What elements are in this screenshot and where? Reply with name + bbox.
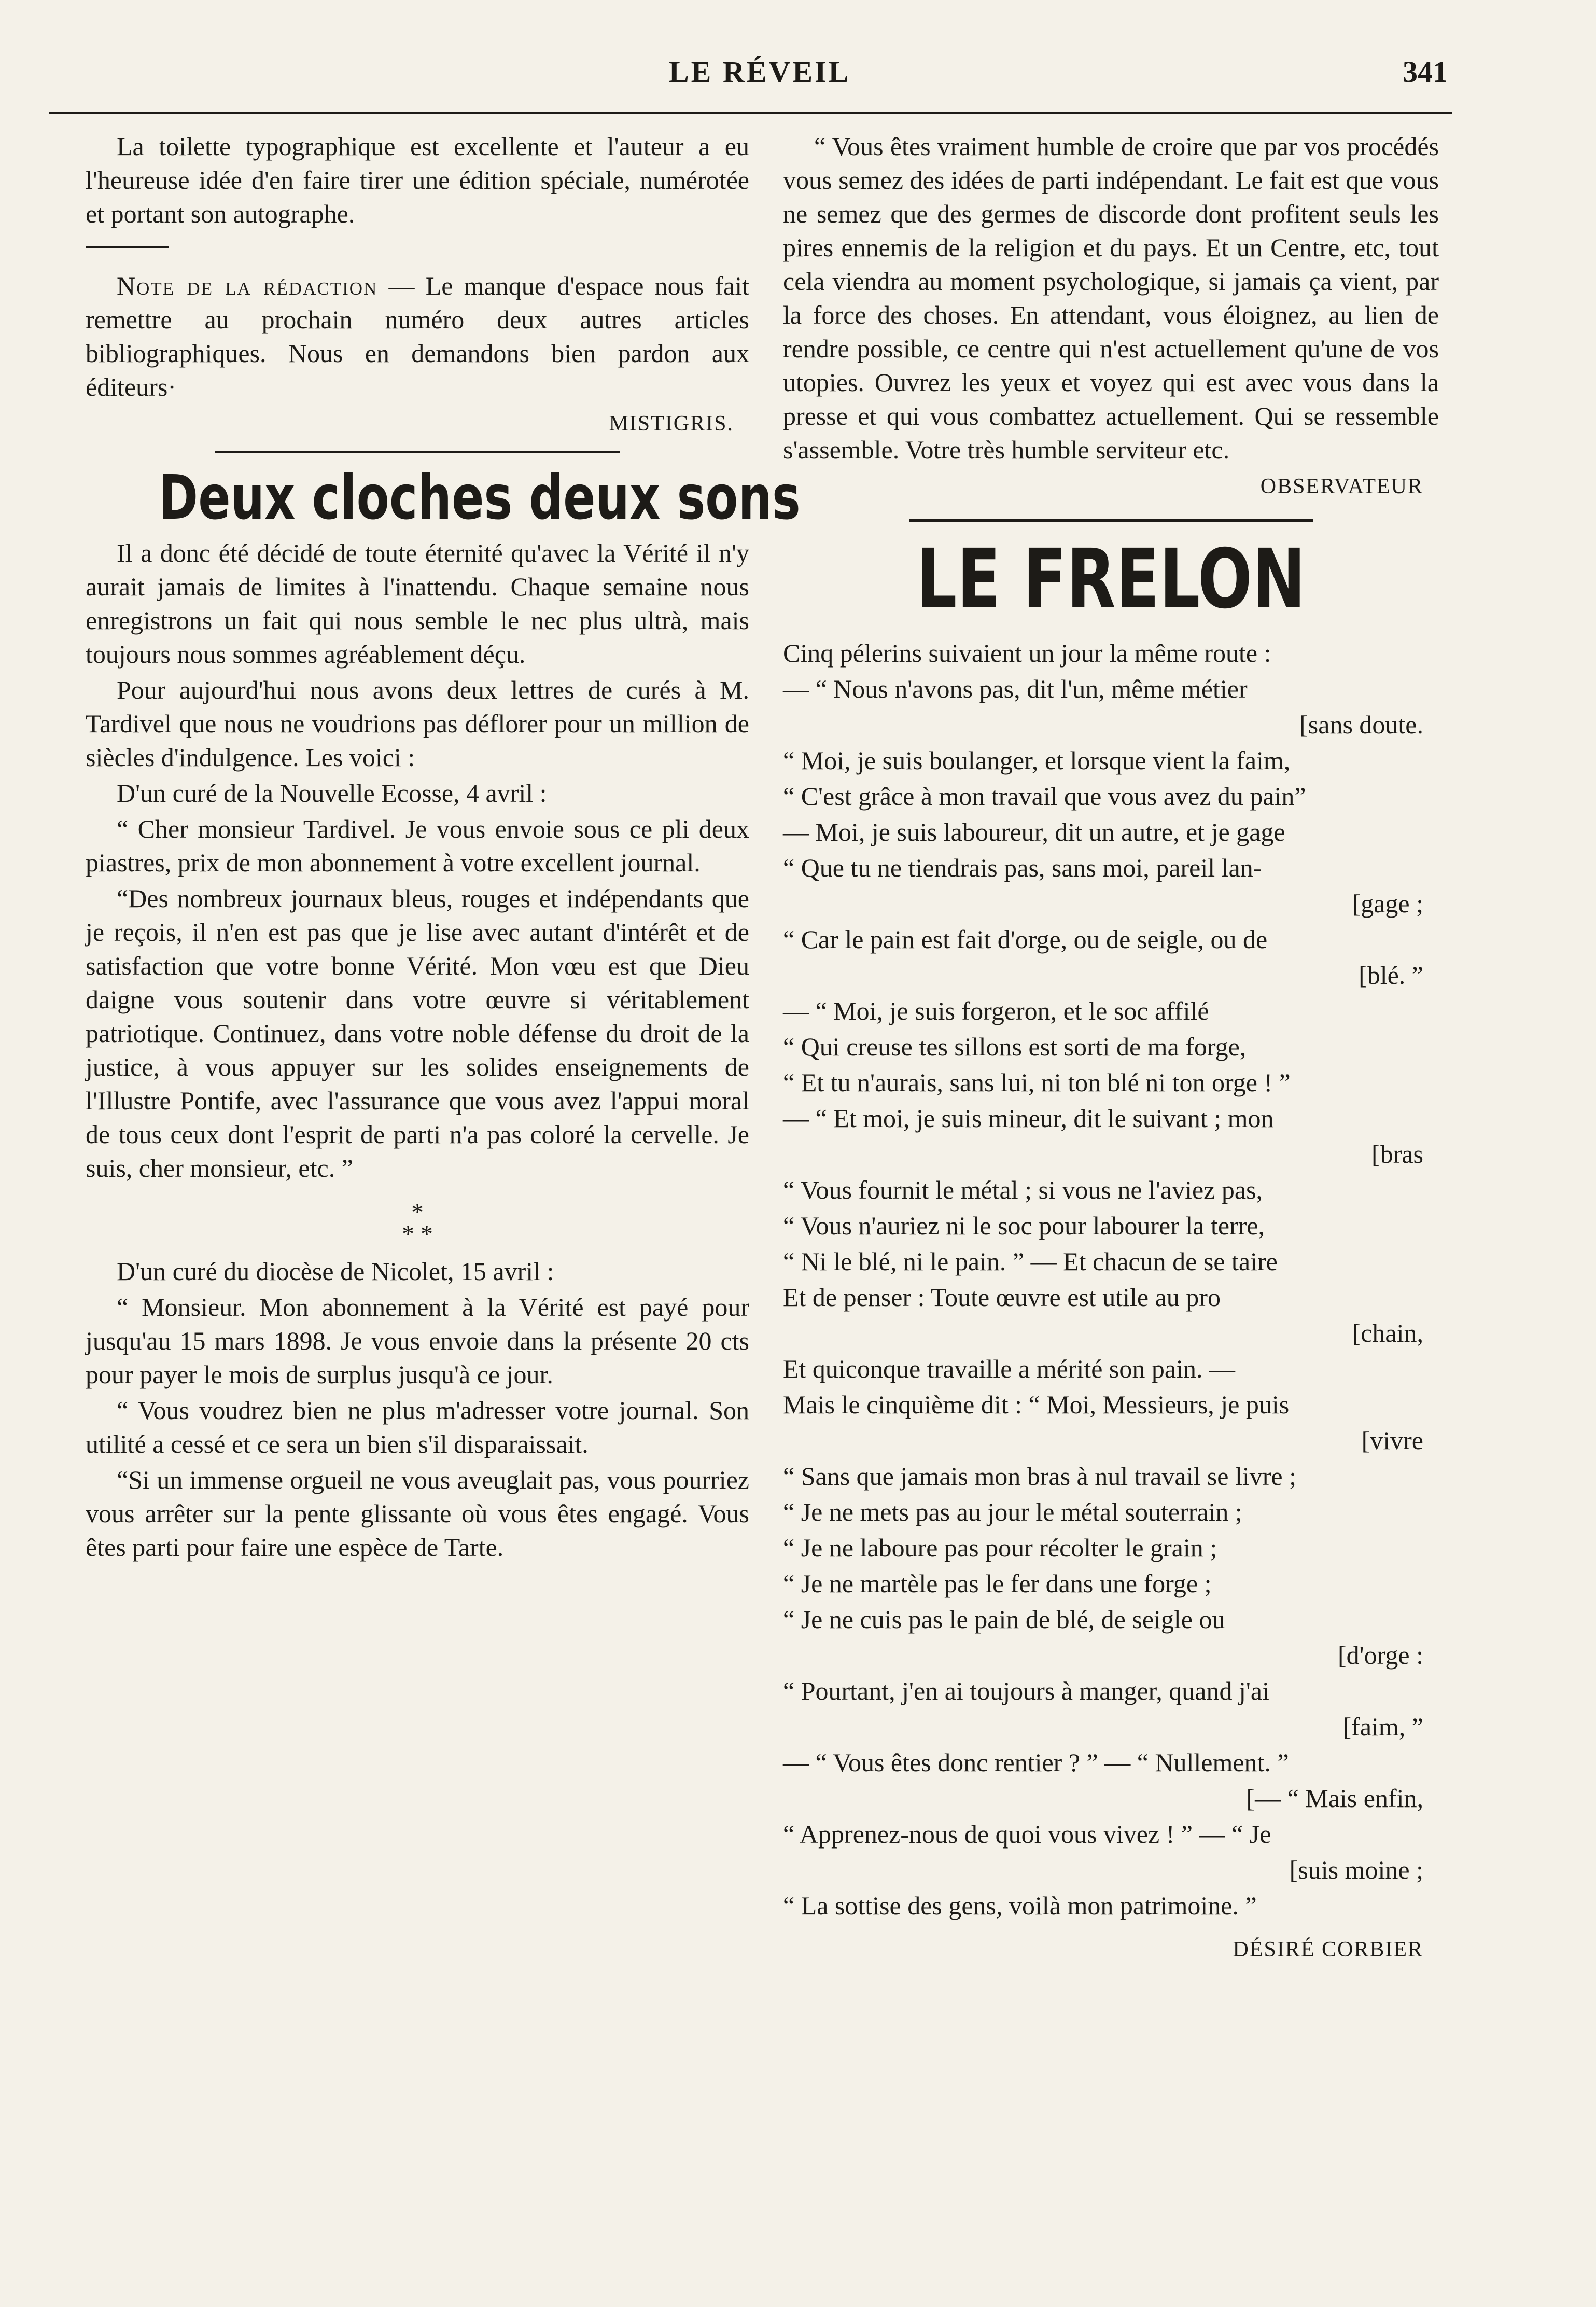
poem-line: “ C'est grâce à mon travail que vous avez du pain”: [783, 782, 1306, 811]
left-column: [86, 130, 801, 1566]
short-divider: [86, 246, 169, 248]
poem-line: — “ Nous n'avons pas, dit l'un, même métier: [783, 674, 1248, 703]
poem-line-continuation: [sans doute.: [1299, 710, 1423, 739]
review-ending-paragraph: La toilette typographique est excellente et l'auteur a eu l'heureuse idée d'en faire tirer une édition spéciale, numérotée et portant son autographe.: [86, 132, 749, 228]
poem-line-continuation: [— “ Mais enfin,: [1246, 1784, 1423, 1813]
poem-line: — “ Vous êtes donc rentier ? ” — “ Nullement. ”: [783, 1748, 1289, 1777]
poem-line: “ Apprenez-nous de quoi vous vivez ! ” — “ Je: [783, 1819, 1271, 1849]
asterism: [86, 1199, 749, 1248]
poem-line: “ Car le pain est fait d'orge, ou de seigle, ou de: [783, 925, 1268, 954]
poem-line: Cinq pélerins suivaient un jour la même route :: [783, 638, 1271, 668]
running-header: [0, 54, 1596, 101]
article-divider: [215, 451, 620, 453]
poem-line-continuation: [vivre: [1361, 1426, 1423, 1455]
article-paragraph: “Si un immense orgueil ne vous aveuglait pas, vous pourriez vous arrêter sur la pente glissante où vous êtes engagé. Vous êtes parti pour faire une espèce de Tarte.: [86, 1465, 749, 1562]
article-paragraph: “Des nombreux journaux bleus, rouges et indépendants que je reçois, il n'en est pas que je lise avec autant d'intérêt et de satisfaction que votre bonne Vérité. Mon vœu est que Dieu daigne vous soutenir dans votre œuvre si véritablement patriotique. Continuez, dans votre noble défense du droit de la justice, à vous appuyer sur les solides enseignements de l'Illustre Pontife, avec l'assurance que vous avez l'appui moral de tous ceux dont l'esprit de parti n'a pas coloré la cervelle. Je suis, cher monsieur, etc. ”: [86, 884, 749, 1183]
page-number: 341: [1403, 55, 1448, 89]
poem-line: “ Sans que jamais mon bras à nul travail se livre ;: [783, 1462, 1297, 1491]
poem-line: “ La sottise des gens, voilà mon patrimoine. ”: [783, 1891, 1257, 1920]
article-paragraph: Pour aujourd'hui nous avons deux lettres de curés à M. Tardivel que nous ne voudrions pas déflorer pour un million de siècles d'indulgence. Les voici :: [86, 675, 749, 772]
poem-line: “ Je ne mets pas au jour le métal souterrain ;: [783, 1497, 1242, 1526]
asterism-bottom: * *: [402, 1220, 433, 1248]
article-paragraph: D'un curé de la Nouvelle Ecosse, 4 avril :: [117, 779, 547, 808]
poem-line: “ Vous fournit le métal ; si vous ne l'aviez pas,: [783, 1175, 1263, 1204]
editorial-note-text: — Le manque d'espace nous fait remettre au prochain numéro deux autres articles bibliographiques. Nous en demandons bien pardon aux éditeurs·: [86, 271, 749, 401]
poem-line-continuation: [chain,: [1352, 1318, 1423, 1347]
article-paragraph: “ Cher monsieur Tardivel. Je vous envoie sous ce pli deux piastres, prix de mon abonnement à votre excellent journal.: [86, 814, 749, 877]
poem-title: LE FRELON: [916, 532, 1306, 627]
article-body: [86, 536, 749, 1185]
poem-line: Et de penser : Toute œuvre est utile au pro: [783, 1283, 1221, 1312]
poem-line-continuation: [bras: [1371, 1139, 1423, 1169]
poem-line: “ Qui creuse tes sillons est sorti de ma forge,: [783, 1032, 1247, 1061]
article-body-continued: [86, 1255, 749, 1564]
poem-line: “ Je ne martèle pas le fer dans une forge ;: [783, 1569, 1212, 1598]
editorial-note: [86, 269, 749, 404]
article-paragraph: D'un curé du diocèse de Nicolet, 15 avril :: [117, 1257, 554, 1286]
article-title: Deux cloches deux sons: [158, 462, 801, 533]
poem-line: “ Vous n'auriez ni le soc pour labourer la terre,: [783, 1211, 1265, 1240]
poem-line: “ Et tu n'aurais, sans lui, ni ton blé ni ton orge ! ”: [783, 1068, 1291, 1097]
poem-line: — “ Moi, je suis forgeron, et le soc affilé: [783, 996, 1209, 1025]
poem-line: “ Ni le blé, ni le pain. ” — Et chacun de se taire: [783, 1247, 1278, 1276]
poem-line: — “ Et moi, je suis mineur, dit le suivant ; mon: [783, 1104, 1274, 1133]
poem-line-continuation: [gage ;: [1352, 889, 1423, 918]
article-paragraph: Il a donc été décidé de toute éternité qu'avec la Vérité il n'y aurait jamais de limites à l'inattendu. Chaque semaine nous enregistrons un fait qui nous semble le nec plus ultrà, mais toujours nous sommes agréablement déçu.: [86, 538, 749, 669]
poem-signature: DÉSIRÉ CORBIER: [1233, 1938, 1423, 1962]
right-column: [783, 130, 1439, 1970]
note-signature: MISTIGRIS.: [609, 412, 734, 436]
poem-body: [783, 636, 1439, 1923]
poem-line: “ Moi, je suis boulanger, et lorsque vient la faim,: [783, 746, 1291, 775]
letter-signature: OBSERVATEUR: [1260, 475, 1423, 498]
header-rule: [49, 112, 1452, 114]
journal-title: LE RÉVEIL: [669, 55, 851, 89]
poem-line: “ Que tu ne tiendrais pas, sans moi, pareil lan-: [783, 853, 1262, 882]
poem-line: Mais le cinquième dit : “ Moi, Messieurs, je puis: [783, 1390, 1290, 1419]
poem-line: “ Je ne cuis pas le pain de blé, de seigle ou: [783, 1605, 1225, 1634]
poem-line: “ Je ne laboure pas pour récolter le grain ;: [783, 1533, 1217, 1562]
poem-line: “ Pourtant, j'en ai toujours à manger, quand j'ai: [783, 1676, 1269, 1705]
article-paragraph: “ Monsieur. Mon abonnement à la Vérité est payé pour jusqu'au 15 mars 1898. Je vous envoie dans la présente 20 cts pour payer le mois de surplus jusqu'à ce jour.: [86, 1293, 749, 1389]
poem-line: — Moi, je suis laboureur, dit un autre, et je gage: [783, 817, 1285, 846]
poem-line-continuation: [blé. ”: [1359, 961, 1423, 990]
poem-line-continuation: [faim, ”: [1342, 1712, 1423, 1741]
poem-line-continuation: [d'orge :: [1338, 1641, 1423, 1670]
letter-ending-paragraph: “ Vous êtes vraiment humble de croire que par vos procédés vous semez des idées de parti indépendant. Le fait est que vous ne semez que des germes de discorde dont profitent seuls les pires ennemis de la religion et du pays. Et un Centre, etc, tout cela viendra au moment psychologique, si jamais ça vient, par la force des choses. En attendant, vous éloignez, au lien de rendre possible, ce centre qui n'est actuellement qu'une de vos utopies. Ouvrez les yeux et voyez qui est avec vous dans la presse et qui vous combattez actuellement. Qui se ressemble s'assemble. Votre très humble serviteur etc.: [783, 132, 1439, 464]
poem-divider: [909, 519, 1313, 522]
poem-line-continuation: [suis moine ;: [1289, 1855, 1423, 1884]
editorial-note-label: Note de la rédaction: [117, 271, 378, 300]
poem-line: Et quiconque travaille a mérité son pain. —: [783, 1354, 1235, 1383]
asterism-top: *: [411, 1199, 424, 1226]
article-paragraph: “ Vous voudrez bien ne plus m'adresser votre journal. Son utilité a cessé et ce sera un bien s'il disparaissait.: [86, 1396, 749, 1458]
